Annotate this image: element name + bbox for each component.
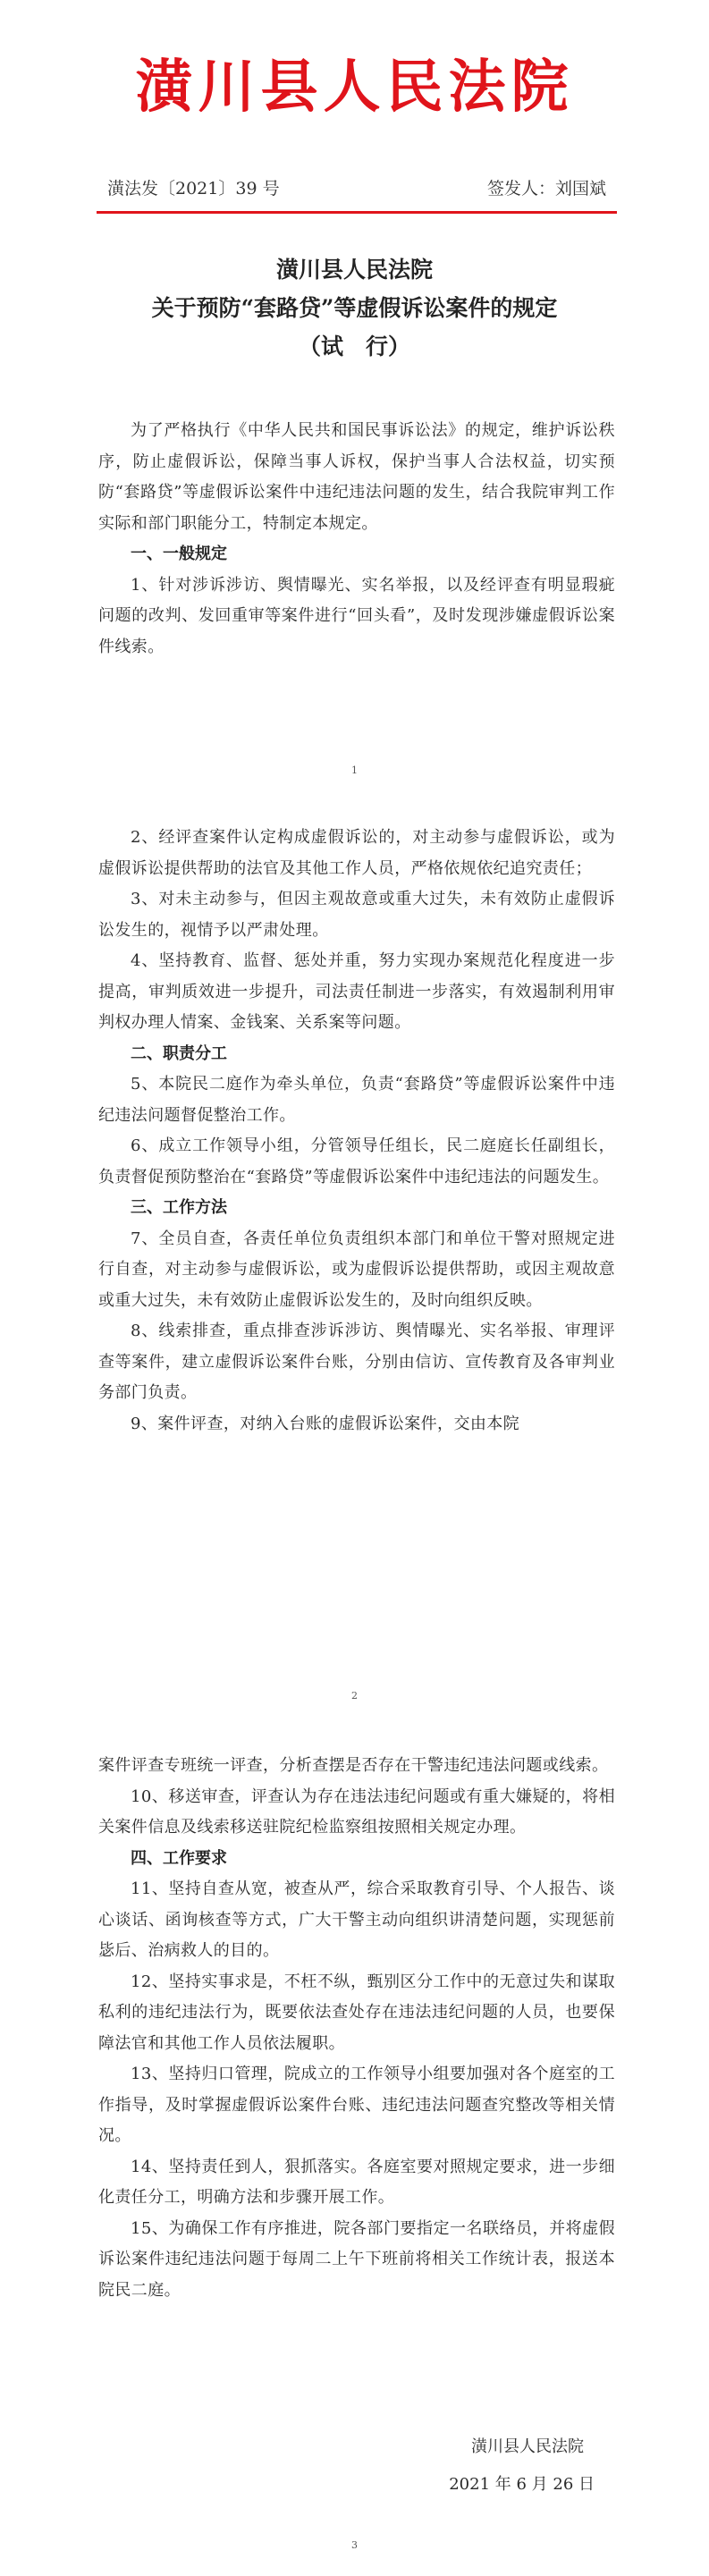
page-number-1: 1	[351, 764, 358, 776]
page-3-body	[98, 1751, 615, 2306]
title-line-2: 关于预防“套路贷”等虚假诉讼案件的规定	[151, 295, 558, 321]
red-divider	[97, 211, 617, 214]
clause-11: 11、坚持自查从宽，被查从严，综合采取教育引导、个人报告、谈心谈话、函询核查等方式，广大干警主动向组织讲清楚问题，实现惩前毖后、治病救人的目的。	[98, 1879, 615, 1960]
page-1-body	[98, 416, 615, 663]
page-number-3: 3	[351, 2539, 358, 2551]
clause-2: 2、经评查案件认定构成虚假诉讼的，对主动参与虚假诉讼，或为虚假诉讼提供帮助的法官及其他工作人员，严格依规依纪追究责任；	[98, 828, 615, 878]
document-title	[0, 250, 709, 366]
page-2-body	[98, 823, 615, 1440]
clause-5: 5、本院民二庭作为牵头单位，负责“套路贷”等虚假诉讼案件中违纪违法问题督促整治工作。	[98, 1075, 615, 1125]
masthead-title: 潢川县人民法院	[135, 54, 574, 121]
clause-1: 1、针对涉诉涉访、舆情曝光、实名举报，以及经评查有明显瑕疵问题的改判、发回重审等案件进行“回头看”，及时发现涉嫌虚假诉讼案件线索。	[98, 575, 615, 656]
clause-8: 8、线索排查，重点排查涉诉涉访、舆情曝光、实名举报、审理评查等案件，建立虚假诉讼案件台账，分别由信访、宣传教育及各审判业务部门负责。	[98, 1322, 615, 1402]
title-line-1: 潢川县人民法院	[275, 257, 433, 283]
section-heading-general: 一、一般规定	[131, 545, 227, 563]
clause-3: 3、对未主动参与，但因主观故意或重大过失，未有效防止虚假诉讼发生的，视情予以严肃处理。	[98, 890, 615, 940]
clause-9-start: 9、案件评查，对纳入台账的虚假诉讼案件，交由本院	[131, 1414, 520, 1433]
clause-10: 10、移送审查，评查认为存在违法违纪问题或有重大嫌疑的，将相关案件信息及线索移送驻院纪检监察组按照相关规定办理。	[98, 1786, 615, 1837]
section-heading-duties: 二、职责分工	[131, 1043, 227, 1063]
clause-6: 6、成立工作领导小组，分管领导任组长，民二庭庭长任副组长，负责督促预防整治在“套路贷”等虚假诉讼案件中违纪违法的问题发生。	[98, 1136, 615, 1187]
clause-13: 13、坚持归口管理，院成立的工作领导小组要加强对各个庭室的工作指导，及时掌握虚假诉讼案件台账、违纪违法问题查究整改等相关情况。	[98, 2065, 615, 2145]
document-number: 潢法发〔2021〕39 号	[107, 179, 280, 198]
section-heading-methods: 三、工作方法	[131, 1198, 227, 1217]
title-line-3: （试 行）	[298, 334, 410, 359]
clause-7: 7、全员自查，各责任单位负责组织本部门和单位干警对照规定进行自查，对主动参与虚假诉讼，或为虚假诉讼提供帮助，或因主观故意或重大过失，未有效防止虚假诉讼发生的，及时向组织反映。	[98, 1229, 615, 1310]
section-heading-requirements: 四、工作要求	[131, 1848, 227, 1868]
clause-12: 12、坚持实事求是，不枉不纵，甄别区分工作中的无意过失和谋取私利的违纪违法行为，既要依法查处存在违法违纪问题的人员，也要保障法官和其他工作人员依法履职。	[98, 1972, 615, 2053]
intro-paragraph: 为了严格执行《中华人民共和国民事诉讼法》的规定，维护诉讼秩序，防止虚假诉讼，保障当事人诉权，保护当事人合法权益，切实预防“套路贷”等虚假诉讼案件中违纪违法问题的发生，结合我院审判工作实际和部门职能分工，特制定本规定。	[98, 421, 615, 533]
page-number-2: 2	[351, 1690, 358, 1702]
issuing-organization: 潢川县人民法院	[471, 2437, 584, 2456]
clause-4: 4、坚持教育、监督、惩处并重，努力实现办案规范化程度进一步提高，审判质效进一步提升，司法责任制进一步落实，有效遏制利用审判权办理人情案、金钱案、关系案等问题。	[98, 951, 615, 1032]
issue-date: 2021 年 6 月 26 日	[449, 2475, 595, 2494]
signer: 签发人：刘国斌	[486, 179, 606, 198]
clause-14: 14、坚持责任到人，狠抓落实。各庭室要对照规定要求，进一步细化责任分工，明确方法和步骤开展工作。	[98, 2157, 615, 2207]
clause-9-continued: 案件评查专班统一评查，分析查摆是否存在干警违纪违法问题或线索。	[98, 1756, 609, 1775]
clause-15: 15、为确保工作有序推进，院各部门要指定一名联络员，并将虚假诉讼案件违纪违法问题于每周二上午下班前将相关工作统计表，报送本院民二庭。	[98, 2218, 615, 2300]
